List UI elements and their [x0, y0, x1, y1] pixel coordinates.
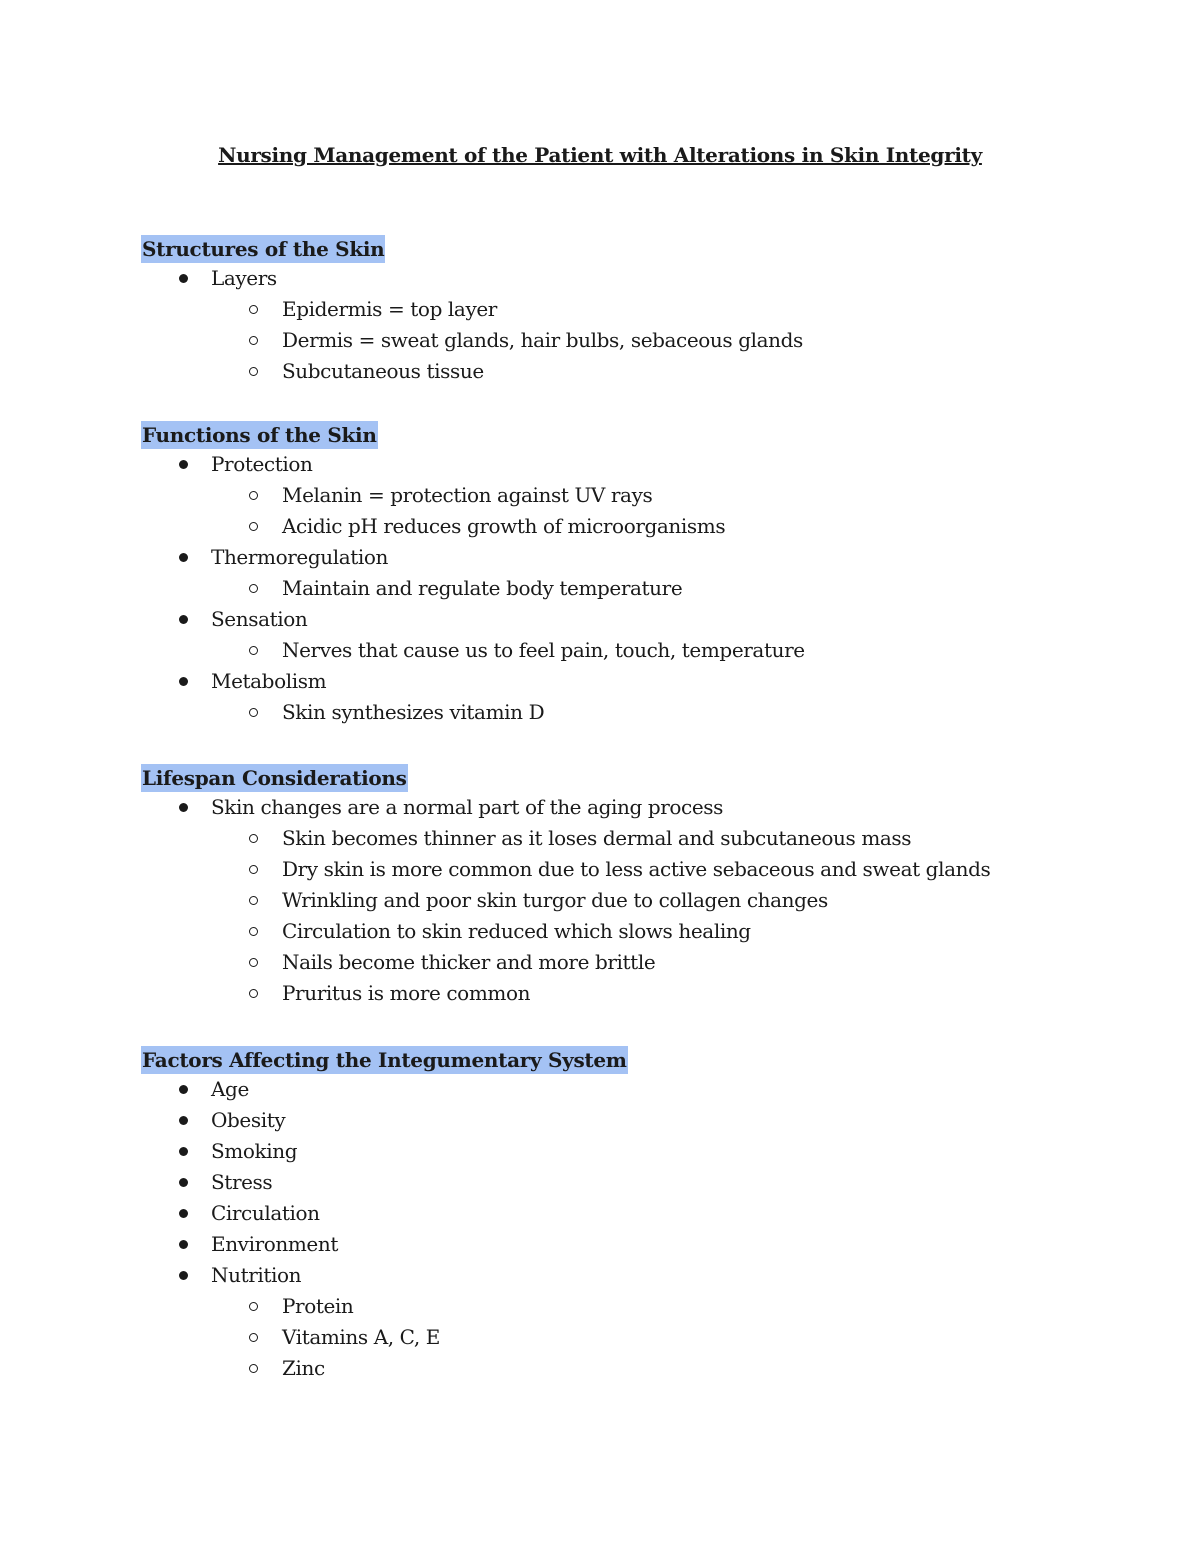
bullet-disc-icon: [179, 615, 188, 624]
list-item: Metabolism: [141, 666, 1141, 697]
list-item: Thermoregulation: [141, 542, 1141, 573]
bullet-circle-icon: [249, 646, 258, 655]
sub-bullet-list: [141, 480, 1141, 542]
list-item: Stress: [141, 1167, 1141, 1198]
list-item: Nutrition: [141, 1260, 1141, 1291]
sub-list-item: Zinc: [141, 1353, 1141, 1384]
bullet-circle-icon: [249, 305, 258, 314]
bullet-circle-icon: [249, 834, 258, 843]
sub-bullet-list: [141, 573, 1141, 604]
bullet-disc-icon: [179, 553, 188, 562]
section-heading: Structures of the Skin: [142, 237, 385, 261]
section-factors: [141, 1046, 1141, 1384]
sub-list-item: Dry skin is more common due to less active sebaceous and sweat glands: [141, 854, 1141, 885]
bullet-disc-icon: [179, 274, 188, 283]
sub-list-item: Nails become thicker and more brittle: [141, 947, 1141, 978]
sub-list-item: Epidermis = top layer: [141, 294, 1141, 325]
bullet-circle-icon: [249, 336, 258, 345]
bullet-disc-icon: [179, 460, 188, 469]
sub-list-item: Skin synthesizes vitamin D: [141, 697, 1141, 728]
bullet-circle-icon: [249, 708, 258, 717]
list-item: Skin changes are a normal part of the aging process: [141, 792, 1141, 823]
section-structures: [141, 235, 1141, 387]
list-item: Sensation: [141, 604, 1141, 635]
sub-list-item: Acidic pH reduces growth of microorganisms: [141, 511, 1141, 542]
bullet-disc-icon: [179, 1147, 188, 1156]
sub-list-item: Maintain and regulate body temperature: [141, 573, 1141, 604]
list-item: Obesity: [141, 1105, 1141, 1136]
bullet-list: [141, 449, 1141, 728]
section-heading: Lifespan Considerations: [142, 766, 407, 790]
bullet-circle-icon: [249, 491, 258, 500]
bullet-disc-icon: [179, 1271, 188, 1280]
bullet-circle-icon: [249, 584, 258, 593]
bullet-list: [141, 792, 1141, 1009]
bullet-disc-icon: [179, 1209, 188, 1218]
sub-list-item: Pruritus is more common: [141, 978, 1141, 1009]
sub-list-item: Nerves that cause us to feel pain, touch, temperature: [141, 635, 1141, 666]
bullet-circle-icon: [249, 927, 258, 936]
bullet-circle-icon: [249, 367, 258, 376]
list-item: Environment: [141, 1229, 1141, 1260]
sub-list-item: Subcutaneous tissue: [141, 356, 1141, 387]
bullet-list: [141, 1074, 1141, 1384]
bullet-disc-icon: [179, 1085, 188, 1094]
sub-list-item: Protein: [141, 1291, 1141, 1322]
sub-bullet-list: [141, 697, 1141, 728]
bullet-circle-icon: [249, 1302, 258, 1311]
list-item: Smoking: [141, 1136, 1141, 1167]
bullet-circle-icon: [249, 1333, 258, 1342]
bullet-disc-icon: [179, 677, 188, 686]
bullet-disc-icon: [179, 1240, 188, 1249]
sub-list-item: Skin becomes thinner as it loses dermal and subcutaneous mass: [141, 823, 1141, 854]
list-item: Layers: [141, 263, 1141, 294]
bullet-circle-icon: [249, 958, 258, 967]
bullet-list: [141, 263, 1141, 387]
sub-bullet-list: [141, 635, 1141, 666]
bullet-circle-icon: [249, 522, 258, 531]
document-title: Nursing Management of the Patient with Alterations in Skin Integrity: [218, 143, 982, 167]
bullet-circle-icon: [249, 896, 258, 905]
sub-bullet-list: [141, 823, 1141, 1009]
section-heading: Factors Affecting the Integumentary System: [142, 1048, 627, 1072]
list-item: Protection: [141, 449, 1141, 480]
bullet-circle-icon: [249, 1364, 258, 1373]
sub-bullet-list: [141, 1291, 1141, 1384]
sub-bullet-list: [141, 294, 1141, 387]
bullet-disc-icon: [179, 1178, 188, 1187]
bullet-circle-icon: [249, 865, 258, 874]
bullet-disc-icon: [179, 803, 188, 812]
list-item: Age: [141, 1074, 1141, 1105]
sub-list-item: Dermis = sweat glands, hair bulbs, sebaceous glands: [141, 325, 1141, 356]
section-heading: Functions of the Skin: [142, 423, 377, 447]
section-lifespan: [141, 764, 1141, 1009]
sub-list-item: Circulation to skin reduced which slows healing: [141, 916, 1141, 947]
bullet-disc-icon: [179, 1116, 188, 1125]
list-item: Circulation: [141, 1198, 1141, 1229]
sub-list-item: Melanin = protection against UV rays: [141, 480, 1141, 511]
sub-list-item: Wrinkling and poor skin turgor due to collagen changes: [141, 885, 1141, 916]
section-functions: [141, 421, 1141, 728]
bullet-circle-icon: [249, 989, 258, 998]
sub-list-item: Vitamins A, C, E: [141, 1322, 1141, 1353]
